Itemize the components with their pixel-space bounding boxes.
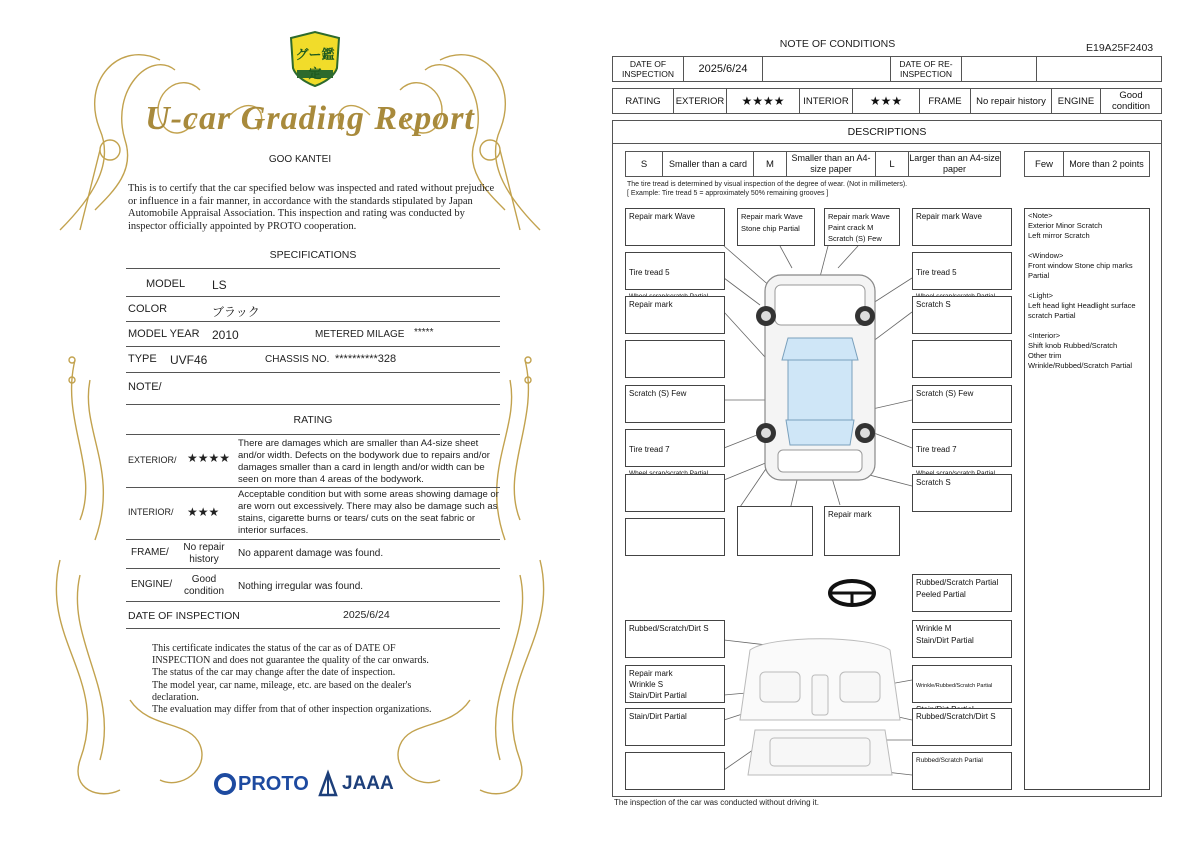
model-value: LS <box>212 278 227 292</box>
model-year-label: MODEL YEAR <box>128 328 200 340</box>
interior-box: Repair mark Wrinkle S Stain/Dirt Partial <box>625 665 725 703</box>
sheet-code: E19A25F2403 <box>1086 42 1154 54</box>
car-interior-view <box>740 639 900 775</box>
disclaimer-line: The status of the car may change after the date of inspection. <box>152 667 396 679</box>
engine-label: ENGINE <box>1057 95 1095 107</box>
inspection-date-value: 2025/6/24 <box>698 62 748 75</box>
engine-value: Good condition <box>183 574 225 597</box>
divider <box>126 628 500 629</box>
logo-text: グー鑑定 <box>295 47 335 81</box>
model-year-value: 2010 <box>212 328 239 342</box>
mileage-value: ***** <box>414 327 434 338</box>
tire-tread: Tire tread 7 <box>916 445 957 454</box>
tire-box <box>625 429 725 467</box>
exterior-stars: ★★★★ <box>187 451 231 465</box>
inspection-date-label: DATE OF INSPECTION <box>622 59 674 79</box>
damage-box: Scratch (S) Few <box>625 385 725 423</box>
damage-box: Scratch S <box>912 474 1012 512</box>
exterior-description: There are damages which are smaller than A4-size sheet and/or width. Defects on the bodywork due to repairs and/or damages smaller than a card in length and/or width can be seen on more than 4 areas of the bodywork. <box>238 438 490 485</box>
damage-box-empty <box>625 340 725 378</box>
divider <box>126 434 500 435</box>
engine-value: Good condition <box>1111 90 1151 112</box>
steering-wheel-icon <box>830 581 874 605</box>
disclaimer-line: This certificate indicates the status of the car as of DATE OF <box>152 643 396 654</box>
legend-few-desc: More than 2 points <box>1069 158 1144 169</box>
disclaimer-line: The model year, car name, mileage, etc. are based on the dealer's <box>152 679 412 691</box>
disclaimer-line: declaration. <box>152 691 199 703</box>
divider <box>126 404 500 405</box>
legend-l: L <box>889 158 895 170</box>
tire-tread: Tire tread 5 <box>916 268 957 277</box>
divider <box>126 346 500 347</box>
divider <box>126 321 500 322</box>
disclaimer-line: The evaluation may differ from that of other inspection organizations. <box>152 704 432 716</box>
divider <box>126 296 500 297</box>
damage-box: Repair mark Wave <box>625 208 725 246</box>
mileage-label: METERED MILAGE <box>315 329 405 340</box>
goo-kantei-logo <box>287 30 343 88</box>
frame-description: No apparent damage was found. <box>238 548 384 559</box>
car-top-view <box>756 275 875 480</box>
chassis-label: CHASSIS NO. <box>265 354 330 365</box>
damage-box: Repair mark Wave Paint crack M Scratch (S) Few <box>824 208 900 246</box>
interior-box: Rubbed/Scratch/Dirt S <box>912 708 1012 746</box>
tread-note: The tire tread is determined by visual inspection of the degree of wear. (Not in millimeters). <box>627 181 908 188</box>
jaaa-logo-text: JAAA <box>342 773 394 794</box>
frame-label: FRAME/ <box>131 547 169 558</box>
notes-panel: <Note> Exterior Minor Scratch Left mirror Scratch <Window> Front window Stone chip marks Partial <Light> Left head light Headlight surface scratch Partial <Interior> Shift knob Rubbed/Scratch Other trim Wrinkle/Rubbed/Scratch Partial <box>1024 208 1150 790</box>
rating-heading: RATING <box>293 414 333 426</box>
type-label: TYPE <box>128 353 157 365</box>
type-value: UVF46 <box>170 353 208 367</box>
tread-example: [ Example: Tire tread 5 = approximately 50% remaining grooves ] <box>627 190 829 197</box>
interior-box <box>912 665 1012 703</box>
interior-box: Rubbed/Scratch Partial Peeled Partial <box>912 574 1012 612</box>
sheet-title: NOTE OF CONDITIONS <box>779 38 896 50</box>
proto-mark-icon <box>214 773 236 795</box>
jaaa-logo <box>318 770 394 798</box>
damage-box: Repair mark Wave Stone chip Partial <box>737 208 815 246</box>
damage-box: Repair mark <box>625 296 725 334</box>
proto-logo <box>214 770 309 798</box>
legend-few: Few <box>1035 158 1053 170</box>
interior-label: INTERIOR/ <box>128 507 174 517</box>
interior-box: Rubbed/Scratch Partial <box>912 752 1012 790</box>
proto-logo-text: PROTO <box>238 772 309 795</box>
damage-box: Repair mark <box>824 506 900 556</box>
damage-box: Scratch (S) Few <box>912 385 1012 423</box>
report-subtitle: GOO KANTEI <box>268 154 332 165</box>
interior-description: Acceptable condition but with some areas showing damage or are worn out excessively. There may also be damage such as stains, cigarette burns or tears/ cuts on the seat fabric or interior surfaces. <box>238 489 499 536</box>
interior-box-empty <box>625 752 725 790</box>
certification-statement: This is to certify that the car specified below was inspected and rated without prejudice or influence in a fair manner, in accordance with the standards stipulated by Japan Automobile Appraisal Association. This inspection and rating was conducted by inspector officially appointed by PROTO cooperation. <box>128 183 495 232</box>
damage-box-empty <box>625 474 725 512</box>
engine-label: ENGINE/ <box>131 579 173 590</box>
damage-box-empty <box>737 506 813 556</box>
note-of-conditions-sheet <box>600 0 1200 848</box>
interior-box: Stain/Dirt Partial <box>625 708 725 746</box>
frame-value: No repair history <box>976 95 1046 107</box>
disclaimer-line: INSPECTION and does not guarantee the quality of the car onwards. <box>152 655 429 667</box>
divider <box>126 601 500 602</box>
inspection-date-label: DATE OF INSPECTION <box>128 610 240 622</box>
interior-stars: ★★★ <box>187 505 220 519</box>
damage-box: Scratch S <box>912 296 1012 334</box>
specifications-heading: SPECIFICATIONS <box>269 249 357 261</box>
tire-box <box>912 429 1012 467</box>
inspection-date-value: 2025/6/24 <box>343 609 390 621</box>
exterior-label: EXTERIOR/ <box>128 455 177 465</box>
descriptions-heading: DESCRIPTIONS <box>847 125 927 138</box>
tire-tread: Tire tread 7 <box>629 445 670 454</box>
divider <box>126 568 500 569</box>
reinspection-date-label: DATE OF RE-INSPECTION <box>899 59 953 79</box>
frame-label: FRAME <box>928 95 962 107</box>
damage-box-empty <box>912 340 1012 378</box>
damage-box-empty <box>625 518 725 556</box>
certificate-disclaimer <box>152 643 492 716</box>
tire-box <box>625 252 725 290</box>
interior-note: Wrinkle/Rubbed/Scratch Partial <box>916 683 993 689</box>
legend-m: M <box>766 158 774 170</box>
interior-box: Rubbed/Scratch/Dirt S <box>625 620 725 658</box>
report-title: U-car Grading Report <box>145 100 475 137</box>
model-label: MODEL <box>146 278 186 290</box>
color-value: ブラック <box>212 305 260 319</box>
divider <box>126 539 500 540</box>
exterior-label: EXTERIOR <box>675 95 725 107</box>
chassis-value: **********328 <box>335 353 397 365</box>
exterior-stars: ★★★★ <box>741 93 785 108</box>
jaaa-mark-icon <box>318 771 338 797</box>
interior-stars: ★★★ <box>869 93 903 108</box>
divider <box>126 372 500 373</box>
interior-label: INTERIOR <box>803 95 849 107</box>
damage-box: Repair mark Wave <box>912 208 1012 246</box>
tire-box <box>912 252 1012 290</box>
sheet-footer: The inspection of the car was conducted without driving it. <box>614 798 819 807</box>
note-label: NOTE/ <box>128 381 162 393</box>
legend-l-desc: Larger than an A4-size paper <box>909 153 1000 174</box>
engine-description: Nothing irregular was found. <box>238 581 364 592</box>
rating-label: RATING <box>625 95 661 107</box>
legend-s: S <box>640 158 648 170</box>
tire-tread: Tire tread 5 <box>629 268 670 277</box>
color-label: COLOR <box>128 303 168 315</box>
legend-m-desc: Smaller than an A4-size paper <box>791 153 871 174</box>
divider <box>126 487 500 488</box>
divider <box>126 268 500 269</box>
legend-s-desc: Smaller than a card <box>668 158 748 169</box>
interior-box: Wrinkle M Stain/Dirt Partial <box>912 620 1012 658</box>
frame-value: No repair history <box>183 542 225 565</box>
